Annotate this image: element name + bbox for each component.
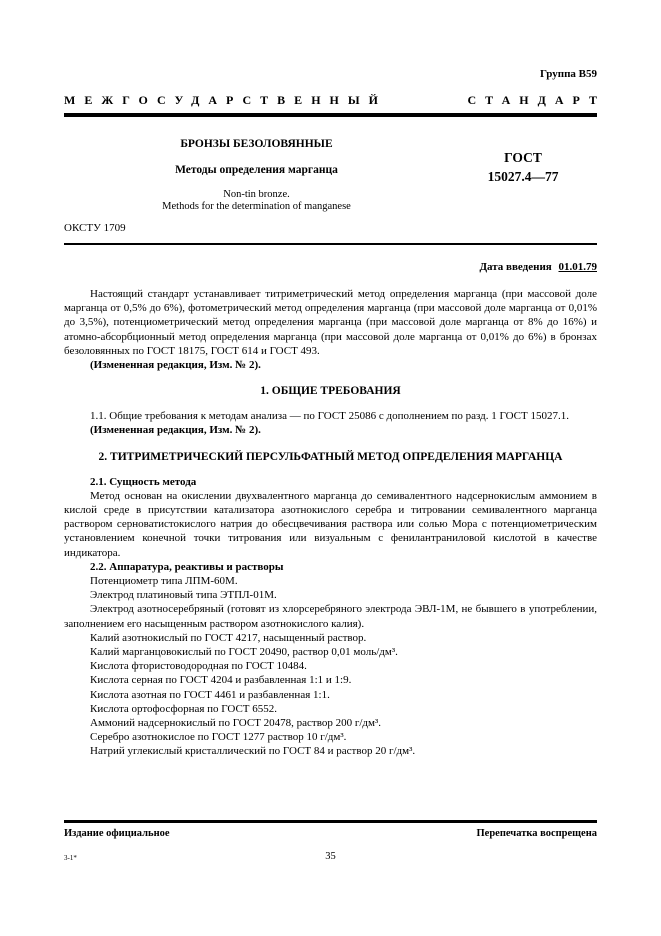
clause-2-1-heading: 2.1. Сущность метода — [90, 475, 197, 488]
reprint-prohibited-label: Перепечатка воспрещена — [476, 828, 597, 839]
document-subtitle-ru: Методы определения марганца — [175, 164, 338, 176]
footer-page-row — [64, 851, 597, 865]
apparatus-reagent-item: Потенциометр типа ЛПМ-60М. — [90, 575, 238, 588]
separator-rule — [64, 243, 597, 245]
okstu-code: ОКСТУ 1709 — [64, 222, 126, 234]
header-rule — [64, 113, 597, 117]
document-title-ru: БРОНЗЫ БЕЗОЛОВЯННЫЕ — [180, 138, 333, 150]
clause-2-2-heading: 2.2. Аппаратура, реактивы и растворы — [90, 560, 284, 573]
standard-number — [449, 138, 597, 212]
intro-amendment-note: (Измененная редакция, Изм. № 2). — [90, 359, 261, 372]
title-column — [64, 138, 449, 212]
apparatus-reagent-item: Калий марганцовокислый по ГОСТ 20490, раствор 0,01 моль/дм³. — [90, 646, 398, 659]
group-label: Группа В59 — [539, 68, 597, 80]
standard-number-line-1: ГОСТ — [504, 150, 542, 165]
document-subtitle-en: Methods for the determination of manganese — [162, 201, 351, 212]
standard-number-line-2: 15027.4—77 — [487, 168, 559, 184]
introduction-date — [64, 261, 597, 273]
clause-2-1-text: Метод основан на окислении двухвалентного марганца до семивалентного надсернокислым аммонием в кислой среде в присутствии катализатора азотнокислого серебра и титровании семивалентного марганца раствором серноватистокислого натрия до обесцвечивания раствора или солью Мора с потенциометрическим установлением конечной точки титрования или визуальным с фенилантраниловой кислотой в качестве индикатора. — [64, 489, 597, 559]
title-block — [64, 138, 597, 212]
apparatus-reagent-item: Кислота азотная по ГОСТ 4461 и разбавленная 1:1. — [90, 688, 330, 701]
footer-notice-row — [64, 828, 597, 839]
section-1-heading: 1. ОБЩИЕ ТРЕБОВАНИЯ — [260, 385, 401, 398]
document-title-en: Non-tin bronze. — [223, 189, 290, 200]
official-edition-label: Издание официальное — [64, 828, 170, 839]
apparatus-reagent-item: Калий азотнокислый по ГОСТ 4217, насыщенный раствор. — [90, 631, 367, 644]
page-footer — [64, 820, 597, 865]
standard-type-heading — [64, 93, 606, 108]
apparatus-reagent-item: Натрий углекислый кристаллический по ГОСТ 84 и раствор 20 г/дм³. — [90, 745, 416, 758]
apparatus-reagent-item: Кислота ортофосфорная по ГОСТ 6552. — [90, 702, 278, 715]
section-2-heading: 2. ТИТРИМЕТРИЧЕСКИЙ ПЕРСУЛЬФАТНЫЙ МЕТОД ОПРЕДЕЛЕНИЯ МАРГАНЦА — [98, 450, 563, 463]
apparatus-reagent-item: Кислота серная по ГОСТ 4204 и разбавленная 1:1 и 1:9. — [90, 674, 352, 687]
print-mark: 3-1* — [64, 854, 77, 862]
footer-rule — [64, 820, 597, 823]
standard-type-word-2: СТАНДАРТ — [467, 93, 606, 107]
introduction-date-value: 01.01.79 — [558, 261, 597, 273]
section-1-amendment-note: (Измененная редакция, Изм. № 2). — [90, 424, 261, 437]
apparatus-reagent-item: Серебро азотнокислое по ГОСТ 1277 раствор 10 г/дм³. — [90, 731, 347, 744]
intro-paragraph: Настоящий стандарт устанавливает титриметрический метод определения марганца (при массовой доле марганца от 0,5% до 6%), фотометрический метод определения марганца (при массовой доле марганца от 0,01% до 3,5%), потенциометрический метод определения марганца (при массовой доле марганца от 8% до 16%) и атомно-абсорбционный метод определения марганца (при массовой доле марганца от 0,01% до 6%) в бронзах безоловянных по ГОСТ 18175, ГОСТ 614 и ГОСТ 493. — [64, 288, 597, 357]
apparatus-reagent-item: Электрод азотносеребряный (готовят из хлорсеребряного электрода ЭВЛ-1М, не бывшего в употреблении, заполнением его насыщенным раствором азотнокислого калия). — [64, 603, 597, 630]
apparatus-reagent-item: Аммоний надсернокислый по ГОСТ 20478, раствор 200 г/дм³. — [90, 717, 382, 730]
apparatus-reagents-list — [64, 574, 597, 759]
apparatus-reagent-item: Электрод платиновый типа ЭТПЛ-01М. — [90, 589, 277, 602]
apparatus-reagent-item: Кислота фтористоводородная по ГОСТ 10484. — [90, 660, 307, 673]
clause-1-1: 1.1. Общие требования к методам анализа — по ГОСТ 25086 с дополнением по разд. 1 ГОСТ 15027.1. — [90, 410, 569, 423]
page-number: 35 — [325, 851, 336, 862]
standard-type-word-1: МЕЖГОСУДАРСТВЕННЫЙ — [64, 93, 387, 107]
introduction-date-label: Дата введения — [479, 261, 552, 273]
